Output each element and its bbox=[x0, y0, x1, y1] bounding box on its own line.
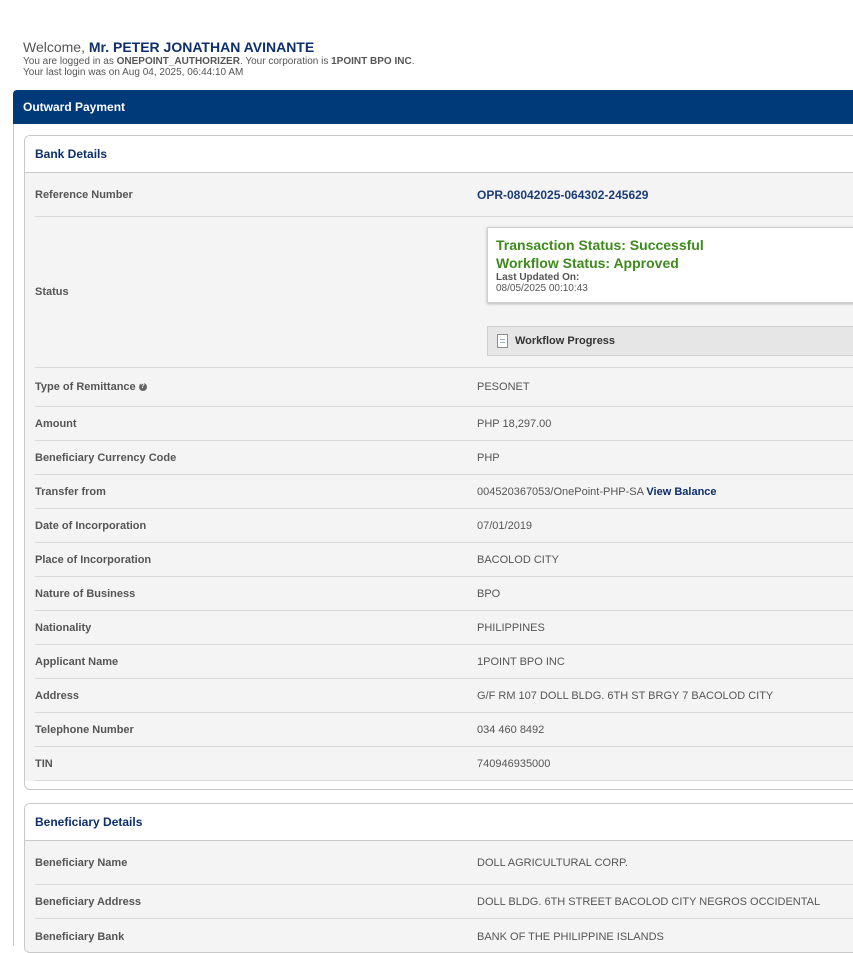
row-date-incorporation bbox=[35, 509, 853, 543]
status-box bbox=[487, 227, 853, 303]
row-beneficiary-address bbox=[35, 885, 853, 919]
beneficiary-rows bbox=[25, 841, 853, 953]
remittance-label-text: Type of Remittance bbox=[35, 381, 136, 393]
doi-label: Date of Incorporation bbox=[35, 519, 147, 532]
row-applicant bbox=[35, 645, 853, 679]
beneficiary-address-label: Beneficiary Address bbox=[35, 895, 141, 908]
section-header bbox=[13, 90, 853, 124]
transfer-label: Transfer from bbox=[35, 485, 106, 498]
remittance-value: PESONET bbox=[477, 381, 530, 393]
beneficiary-name-value: DOLL AGRICULTURAL CORP. bbox=[477, 856, 628, 869]
beneficiary-bank-label: Beneficiary Bank bbox=[35, 931, 125, 943]
beneficiary-bank-value: BANK OF THE PHILIPPINE ISLANDS bbox=[477, 931, 664, 943]
address-value: G/F RM 107 DOLL BLDG. 6TH ST BRGY 7 BACOLOD CITY bbox=[477, 689, 774, 702]
row-reference bbox=[35, 173, 853, 217]
row-amount bbox=[35, 407, 853, 441]
row-transfer bbox=[35, 475, 853, 509]
currency-label: Beneficiary Currency Code bbox=[35, 451, 177, 464]
section-title: Outward Payment bbox=[23, 100, 126, 114]
row-nationality bbox=[35, 611, 853, 645]
remittance-label bbox=[35, 381, 477, 393]
applicant-label: Applicant Name bbox=[35, 655, 119, 668]
amount-value: PHP 18,297.00 bbox=[477, 417, 552, 430]
logged-in-prefix: You are logged in as bbox=[23, 56, 114, 67]
nationality-value: PHILIPPINES bbox=[477, 621, 545, 634]
row-remittance bbox=[35, 368, 853, 407]
transfer-value bbox=[477, 486, 853, 498]
bank-details-title: Bank Details bbox=[25, 136, 853, 173]
doi-value: 07/01/2019 bbox=[477, 519, 533, 532]
transfer-account: 004520367053/OnePoint-PHP-SA bbox=[477, 485, 644, 498]
tin-label: TIN bbox=[35, 757, 53, 770]
row-beneficiary-name bbox=[35, 841, 853, 885]
welcome-greeting: Welcome, bbox=[23, 39, 85, 55]
last-login: Your last login was on Aug 04, 2025, 06:44:10 AM bbox=[23, 67, 244, 78]
beneficiary-details-title: Beneficiary Details bbox=[25, 804, 853, 841]
nationality-label: Nationality bbox=[35, 621, 92, 634]
amount-label: Amount bbox=[35, 417, 77, 430]
workflow-progress-button[interactable] bbox=[487, 326, 853, 356]
row-address bbox=[35, 679, 853, 713]
help-icon[interactable]: ? bbox=[140, 383, 145, 391]
user-role: ONEPOINT_AUTHORIZER bbox=[116, 56, 240, 67]
phone-label: Telephone Number bbox=[35, 723, 134, 736]
reference-label: Reference Number bbox=[35, 188, 133, 201]
bank-details-rows bbox=[25, 173, 853, 781]
row-status bbox=[35, 217, 853, 368]
workflow-status: Workflow Status: Approved bbox=[496, 255, 679, 271]
welcome-block bbox=[23, 38, 853, 78]
phone-value: 034 460 8492 bbox=[477, 723, 545, 736]
user-name: Mr. PETER JONATHAN AVINANTE bbox=[88, 39, 315, 55]
last-updated-label: Last Updated On: bbox=[496, 272, 580, 283]
login-info: You are logged in as ONEPOINT_AUTHORIZER. Your corporation is 1POINT BPO INC. bbox=[23, 56, 415, 67]
poi-value: BACOLOD CITY bbox=[477, 553, 559, 566]
nature-value: BPO bbox=[477, 587, 501, 600]
currency-value: PHP bbox=[477, 451, 500, 464]
document-icon bbox=[497, 334, 508, 348]
nature-label: Nature of Business bbox=[35, 587, 136, 600]
address-label: Address bbox=[35, 689, 80, 702]
top-bar bbox=[0, 0, 853, 22]
last-updated-value: 08/05/2025 00:10:43 bbox=[496, 283, 588, 294]
beneficiary-address-value: DOLL BLDG. 6TH STREET BACOLOD CITY NEGROS OCCIDENTAL bbox=[477, 895, 821, 908]
applicant-value: 1POINT BPO INC bbox=[477, 655, 565, 668]
workflow-progress-label: Workflow Progress bbox=[515, 335, 616, 347]
poi-label: Place of Incorporation bbox=[35, 553, 152, 566]
view-balance-link[interactable]: View Balance bbox=[646, 485, 717, 498]
row-nature bbox=[35, 577, 853, 611]
status-label: Status bbox=[35, 286, 69, 298]
row-beneficiary-bank bbox=[35, 919, 853, 953]
reference-value: OPR-08042025-064302-245629 bbox=[477, 187, 649, 202]
corporation-name: 1POINT BPO INC bbox=[331, 56, 412, 67]
row-tin bbox=[35, 747, 853, 781]
row-telephone bbox=[35, 713, 853, 747]
welcome-line bbox=[23, 38, 853, 56]
row-currency bbox=[35, 441, 853, 475]
corporation-prefix: . Your corporation is bbox=[239, 56, 329, 67]
beneficiary-details-panel bbox=[24, 803, 853, 953]
beneficiary-name-label: Beneficiary Name bbox=[35, 856, 128, 869]
transaction-status: Transaction Status: Successful bbox=[496, 237, 704, 253]
row-place-incorporation bbox=[35, 543, 853, 577]
tin-value: 740946935000 bbox=[477, 757, 551, 770]
bank-details-panel bbox=[24, 135, 853, 790]
